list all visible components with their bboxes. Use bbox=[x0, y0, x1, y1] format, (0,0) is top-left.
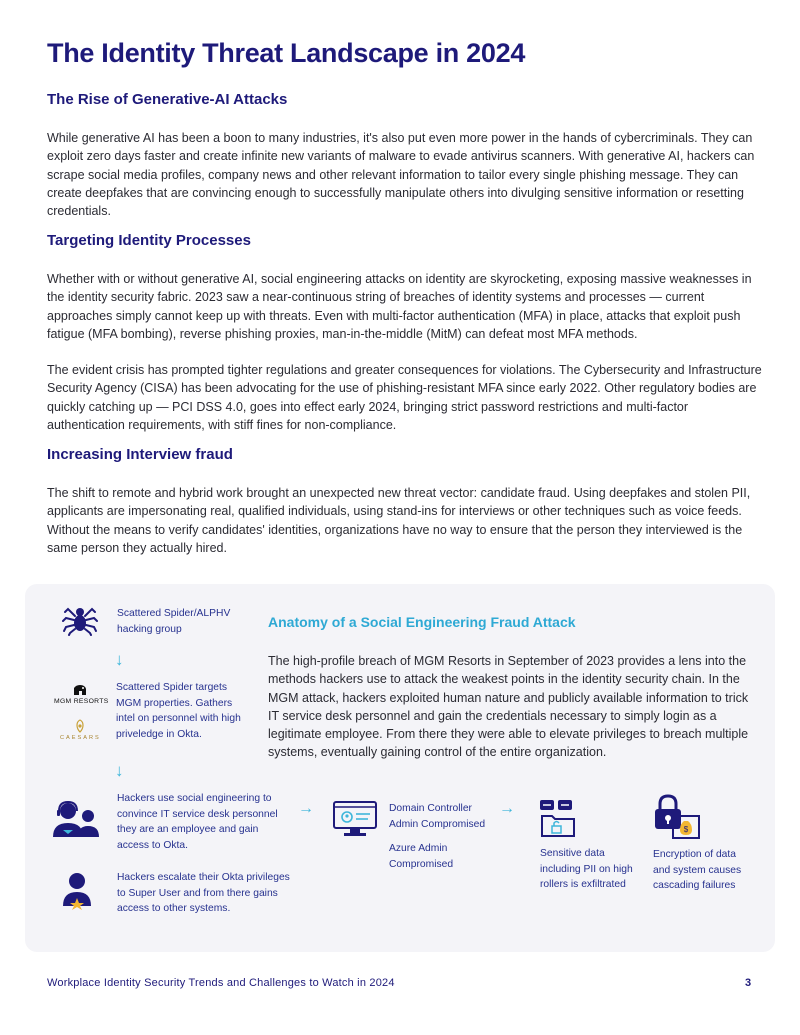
footer-title: Workplace Identity Security Trends and Challenges to Watch in 2024 bbox=[47, 977, 395, 989]
caesars-logo: CAESARS bbox=[60, 735, 101, 741]
arrow-down-1: ↓ bbox=[115, 650, 124, 669]
section-heading-interview-fraud: Increasing Interview fraud bbox=[47, 446, 233, 463]
mgm-lion-icon bbox=[73, 684, 87, 696]
paragraph-genai: While generative AI has been a boon to many industries, it's also put even more power in the hands of cybercriminals. They can exploit zero days faster and create infinite new variants of malware to evade antivirus scanners. With generative AI, hackers can scrape social media profiles, company news and other relevant information to tailor every single phishing message. They can create deepfakes that are convincing enough to successfully manipulate others into divulging sensitive information or resetting credentials. bbox=[47, 131, 755, 219]
diagram-body: The high-profile breach of MGM Resorts in September of 2023 provides a lens into the methods hackers use to attack the weakest points in the identity security chain. In the MGM attack, hackers exploited human nature and publicly available information to trick IT service desk personnel and gain the credentials necessary to simply login as a legitimate employee. From there they were able to elevate privileges to breach multiple systems, eventually gaining control of the entire organization. bbox=[268, 654, 749, 760]
arrow-down-2: ↓ bbox=[115, 761, 124, 780]
caption-hacking-group: Scattered Spider/ALPHV hacking group bbox=[117, 608, 231, 635]
caption-targets: Scattered Spider targets MGM properties. Gathers intel on personnel with high priveledge in Okta. bbox=[116, 682, 241, 740]
arrow-right-1: → bbox=[298, 800, 314, 817]
support-agents-icon bbox=[51, 800, 101, 838]
section-heading-genai: The Rise of Generative-AI Attacks bbox=[47, 91, 288, 108]
mgm-resorts-logo: MGM RESORTS bbox=[54, 698, 109, 705]
caption-escalate: Hackers escalate their Okta privileges to Super User and from there gains access to other systems. bbox=[117, 872, 290, 915]
caption-social-engineering: Hackers use social engineering to convince IT service desk personnel they are an employee and gain access to Okta. bbox=[117, 793, 278, 851]
caption-exfiltration: Sensitive data including PII on high rollers is exfiltrated bbox=[540, 848, 633, 891]
spider-icon bbox=[62, 602, 98, 636]
caption-encryption: Encryption of data and system causes cascading failures bbox=[653, 849, 742, 892]
paragraph-identity-processes-1: Whether with or without generative AI, social engineering attacks on identity are skyrocketing, exposing massive weaknesses in the identity security fabric. 2023 saw a near-continuous string of breaches of identity systems and processes — current approaches simply cannot keep up with threats. Even with multi-factor authentication (MFA) in place, attacks that exploit push fatigue (MFA bombing), reverse phishing proxies, man-in-the-middle (MitM) can defeat most MFA methods. bbox=[47, 272, 752, 341]
encryption-lock-icon bbox=[653, 794, 701, 840]
paragraph-interview-fraud: The shift to remote and hybrid work brought an unexpected new threat vector: candidate fraud. Using deepfakes and stolen PII, applicants are impersonating real, qualified individuals, using stand-ins for interviews or other techniques such as voice feeds. Without the means to verify candidates' identities, organizations have no way to ensure that the person they interviewed is the same person they actually hired. bbox=[47, 486, 751, 555]
svg-text:$: $ bbox=[683, 825, 689, 834]
diagram-title: Anatomy of a Social Engineering Fraud Attack bbox=[268, 614, 576, 630]
caption-domain-controller: Domain Controller Admin Compromised bbox=[389, 803, 486, 830]
page-title: The Identity Threat Landscape in 2024 bbox=[47, 38, 526, 68]
paragraph-identity-processes-2: The evident crisis has prompted tighter regulations and greater consequences for violations. The Cybersecurity and Infrastructure Security Agency (CISA) has been advocating for the use of phishing-resistant MFA since early 2022. Other regulatory bodies are quickly catching up — PCI DSS 4.0, goes into effect early 2024, bringing strict password restrictions and multi-factor authentication requirements, with stiff fines for non-compliance. bbox=[47, 363, 762, 432]
caption-azure-admin: Azure Admin Compromised bbox=[389, 843, 454, 870]
data-exfiltration-icon bbox=[538, 798, 578, 838]
section-heading-identity-processes: Targeting Identity Processes bbox=[47, 232, 251, 249]
caesars-wreath-icon bbox=[74, 719, 86, 733]
arrow-right-2: → bbox=[499, 800, 515, 817]
user-escalation-icon bbox=[62, 872, 92, 910]
page-number: 3 bbox=[745, 977, 752, 989]
admin-computer-icon bbox=[332, 800, 378, 838]
